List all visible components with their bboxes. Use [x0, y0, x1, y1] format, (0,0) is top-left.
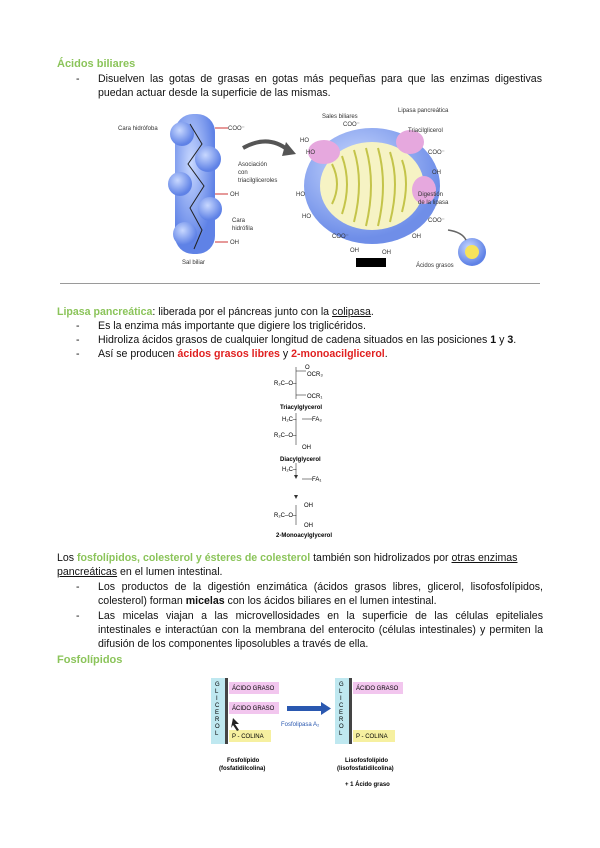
svg-text:L: L [215, 731, 219, 737]
svg-text:O: O [305, 365, 310, 371]
svg-text:H₂C–: H₂C– [282, 417, 297, 423]
svg-text:Asociación: Asociación [238, 162, 268, 168]
svg-text:Cara: Cara [232, 218, 246, 224]
lipasa-bullet-3: - Así se producen ácidos grasos libres y 2-monoacilglicerol. [76, 348, 388, 360]
svg-text:(lisofosfatidilcolina): (lisofosfatidilcolina) [337, 766, 394, 772]
svg-text:COO⁻: COO⁻ [343, 122, 360, 128]
svg-text:C: C [339, 703, 344, 709]
svg-text:OCR₃: OCR₃ [307, 372, 323, 378]
bile-salt-micelle-figure [110, 104, 500, 274]
svg-text:C: C [215, 703, 220, 709]
svg-text:COO⁻: COO⁻ [228, 126, 245, 132]
svg-text:L: L [339, 689, 343, 695]
svg-text:L: L [339, 731, 343, 737]
svg-text:L: L [215, 689, 219, 695]
svg-text:OH: OH [230, 240, 239, 246]
svg-text:Triacilglicerol: Triacilglicerol [408, 128, 443, 134]
lipasa-title: Lipasa pancreática [57, 306, 153, 318]
section-title-acidos-biliares: Ácidos biliares [57, 58, 136, 70]
triacylglycerol-hydrolysis-figure [272, 363, 342, 539]
micelas-bullet-1: - Los productos de la digestión enzimática (ácidos grasos libres, glicerol, lisofosfolípidos, colesterol) forman micelas con los ácidos biliares en el lumen intestinal. [76, 581, 543, 607]
svg-text:ÁCIDO GRASO: ÁCIDO GRASO [232, 686, 275, 692]
svg-text:ÁCIDO GRASO: ÁCIDO GRASO [356, 686, 399, 692]
svg-text:Digestión: Digestión [418, 192, 444, 198]
svg-text:HO: HO [302, 214, 311, 220]
micelle-drop [304, 128, 440, 244]
svg-text:P - COLINA: P - COLINA [356, 734, 388, 740]
svg-text:HO: HO [300, 138, 309, 144]
section-divider [60, 283, 540, 284]
svg-text:COO⁻: COO⁻ [428, 150, 445, 156]
svg-text:OH: OH [350, 248, 359, 254]
svg-text:HO: HO [296, 192, 305, 198]
svg-text:+ 1 Ácido graso: + 1 Ácido graso [345, 782, 390, 788]
enzyme-label: Fosfolipasa A₂ [281, 722, 320, 728]
label-monoacylglycerol: 2-Monoacylglycerol [276, 533, 333, 539]
svg-text:COO⁻: COO⁻ [428, 218, 445, 224]
svg-text:FA₁: FA₁ [312, 477, 322, 483]
lipasa-bullet-1: - Es la enzima más importante que digiere los triglicéridos. [76, 320, 366, 332]
label-diacylglycerol: Diacylglycerol [280, 457, 321, 463]
svg-text:G: G [215, 682, 220, 688]
svg-text:FA₃: FA₃ [312, 417, 322, 423]
svg-text:OH: OH [304, 523, 313, 529]
svg-text:COO⁻: COO⁻ [332, 234, 349, 240]
svg-text:I: I [216, 696, 218, 702]
svg-text:I: I [340, 696, 342, 702]
lipasa-intro: Lipasa pancreática: liberada por el páncreas junto con la colipasa. [57, 306, 374, 318]
bullet-text: Disuelven las gotas de grasas en gotas más pequeñas para que las enzimas digestivas puedan actuar desde la superficie de las mismas. [98, 73, 542, 99]
fatty-acid-cluster [458, 238, 486, 266]
section-title-fosfolipidos: Fosfolípidos [57, 654, 123, 666]
label-cara-hidrofoba: Cara hidrófoba [118, 126, 158, 132]
micelas-bullet-2: - Las micelas viajan a las microvellosidades en la superficie de las células epiteliales intestinales e interactúan con la membrana del enterocito (células intestinales) y permiten la difusión de los componentes liposolubles a través de ella. [76, 610, 543, 650]
svg-text:hidrófila: hidrófila [232, 226, 254, 232]
bile-salt-molecule [168, 114, 228, 254]
svg-text:ÁCIDO GRASO: ÁCIDO GRASO [232, 706, 275, 712]
svg-text:triacilgliceroles: triacilgliceroles [238, 178, 278, 184]
svg-text:R₂C–O–: R₂C–O– [274, 433, 297, 439]
label-sal-biliar: Sal biliar [182, 260, 206, 266]
bullet-acidos-biliares: - Disuelven las gotas de grasas en gotas más pequeñas para que las enzimas digestivas puedan actuar desde la superficie de las mismas. [76, 73, 542, 99]
svg-text:con: con [238, 170, 248, 176]
svg-text:OH: OH [382, 250, 391, 256]
redaction-bar [356, 258, 386, 267]
svg-text:R₂C–O–: R₂C–O– [274, 381, 297, 387]
fosfolipidos-intro: Los fosfolípidos, colesterol y ésteres de colesterol también son hidrolizados por otras enzimas pancreáticas en el lumen intestinal. [57, 552, 518, 578]
svg-text:Lipasa pancreática: Lipasa pancreática [398, 108, 449, 114]
arrow-icon [287, 706, 321, 711]
svg-text:R: R [215, 717, 220, 723]
svg-text:OH: OH [302, 445, 311, 451]
svg-text:Lisofosfolípido: Lisofosfolípido [345, 758, 388, 764]
lysophospholipid-diagram [335, 678, 403, 744]
svg-text:O: O [339, 724, 344, 730]
svg-text:R: R [339, 717, 344, 723]
svg-text:E: E [215, 710, 220, 716]
svg-text:OH: OH [432, 170, 441, 176]
svg-text:G: G [339, 682, 344, 688]
phospholipid-diagram [211, 678, 279, 744]
svg-text:HO: HO [306, 150, 315, 156]
label-triacylglycerol: Triacylglycerol [280, 405, 323, 411]
svg-text:OCR₁: OCR₁ [307, 394, 323, 400]
svg-text:H₂C–: H₂C– [282, 467, 297, 473]
svg-text:(fosfatidilcolina): (fosfatidilcolina) [219, 766, 266, 772]
svg-text:O: O [215, 724, 220, 730]
svg-text:OH: OH [412, 234, 421, 240]
lipasa-bullet-2: - Hidroliza ácidos grasos de cualquier longitud de cadena situados en las posiciones 1 y 3. [76, 334, 517, 346]
svg-text:Sales biliares: Sales biliares [322, 114, 358, 120]
svg-text:OH: OH [230, 192, 239, 198]
svg-text:R₂C–O–: R₂C–O– [274, 513, 297, 519]
svg-text:P - COLINA: P - COLINA [232, 734, 264, 740]
svg-text:OH: OH [304, 503, 313, 509]
svg-text:de la lipasa: de la lipasa [418, 200, 449, 206]
arrow-icon [243, 141, 288, 150]
svg-text:E: E [339, 710, 344, 716]
phospholipase-a2-figure [205, 676, 415, 794]
svg-text:Ácidos grasos: Ácidos grasos [416, 263, 454, 269]
svg-text:Fosfolípido: Fosfolípido [227, 758, 260, 764]
